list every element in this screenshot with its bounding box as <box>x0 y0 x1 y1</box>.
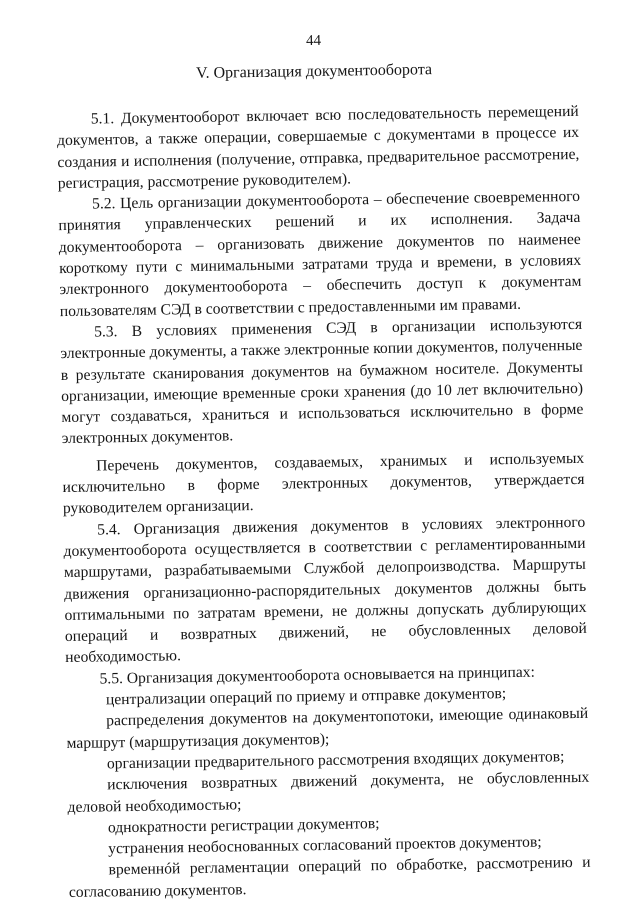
paragraph-list-approval: Перечень документов, создаваемых, хранимых и используемых исключительно в форме электронных документов, утверждается руководителем организации. <box>62 449 585 518</box>
paragraph-5-4: 5.4. Организация движения документов в условиях электронного документооборота осуществляется в соответствии с регламентированными маршрутами, разрабатываемыми Службой делопроизводства. Маршруты движения организационно-распорядительных документов должны быть оптимальными по затратам времени, не должны допускать дублирующих операций и возвратных движений, не обусловленных деловой необходимостью. <box>63 513 587 667</box>
section-title: V. Организация документооборота <box>195 61 433 82</box>
principle-item: организации предварительного рассмотрения входящих документов; <box>106 748 565 773</box>
principle-item: однократности регистрации документов; <box>107 814 380 837</box>
principle-item: временнóй регламентации операций по обработке, рассмотрению и согласованию документов. <box>68 854 591 901</box>
principle-item: устранения необоснованных согласований проектов документов; <box>108 833 542 858</box>
paragraph-5-1: 5.1. Документооборот включает всю последовательность перемещений документов, а также операции, совершаемые с документами в процессе их создания и исполнения (получение, отправка, предварительное рассмотрение, регистрация, рассмотрение руководителем). <box>56 102 580 192</box>
principle-item: централизации операций по приему и отправке документов; <box>105 685 507 709</box>
paragraph-5-5: 5.5. Организация документооборота основывается на принципах: <box>99 663 535 688</box>
page-number: 44 <box>305 32 322 50</box>
principle-item: исключения возвратных движений документа, не обусловленных деловой необходимостью; <box>67 769 590 816</box>
paragraph-5-2: 5.2. Цель организации документооборота – обеспечение своевременного принятия управленческих решений и их исполнения. Задача документооборота – организовать движение документов по наименее короткому пути с минимальными затратами труда и времени, в условиях электронного документооборота – обеспечить доступ к документам пользователям СЭД в соответствии с предоставленными им правами. <box>58 188 582 320</box>
body-text <box>57 101 591 903</box>
paragraph-5-3: 5.3. В условиях применения СЭД в организации используются электронные документы, а также электронные копии документов, полученные в результате сканирования документов на бумажном носителе. Документы организации, имеющие временные сроки хранения (до 10 лет включительно) могут создаваться, храниться и использоваться исключительно в форме электронных документов. <box>60 315 584 448</box>
principle-item: распределения документов на документопотоки, имеющие одинаковый маршрут (маршрутизация документов); <box>66 705 589 752</box>
